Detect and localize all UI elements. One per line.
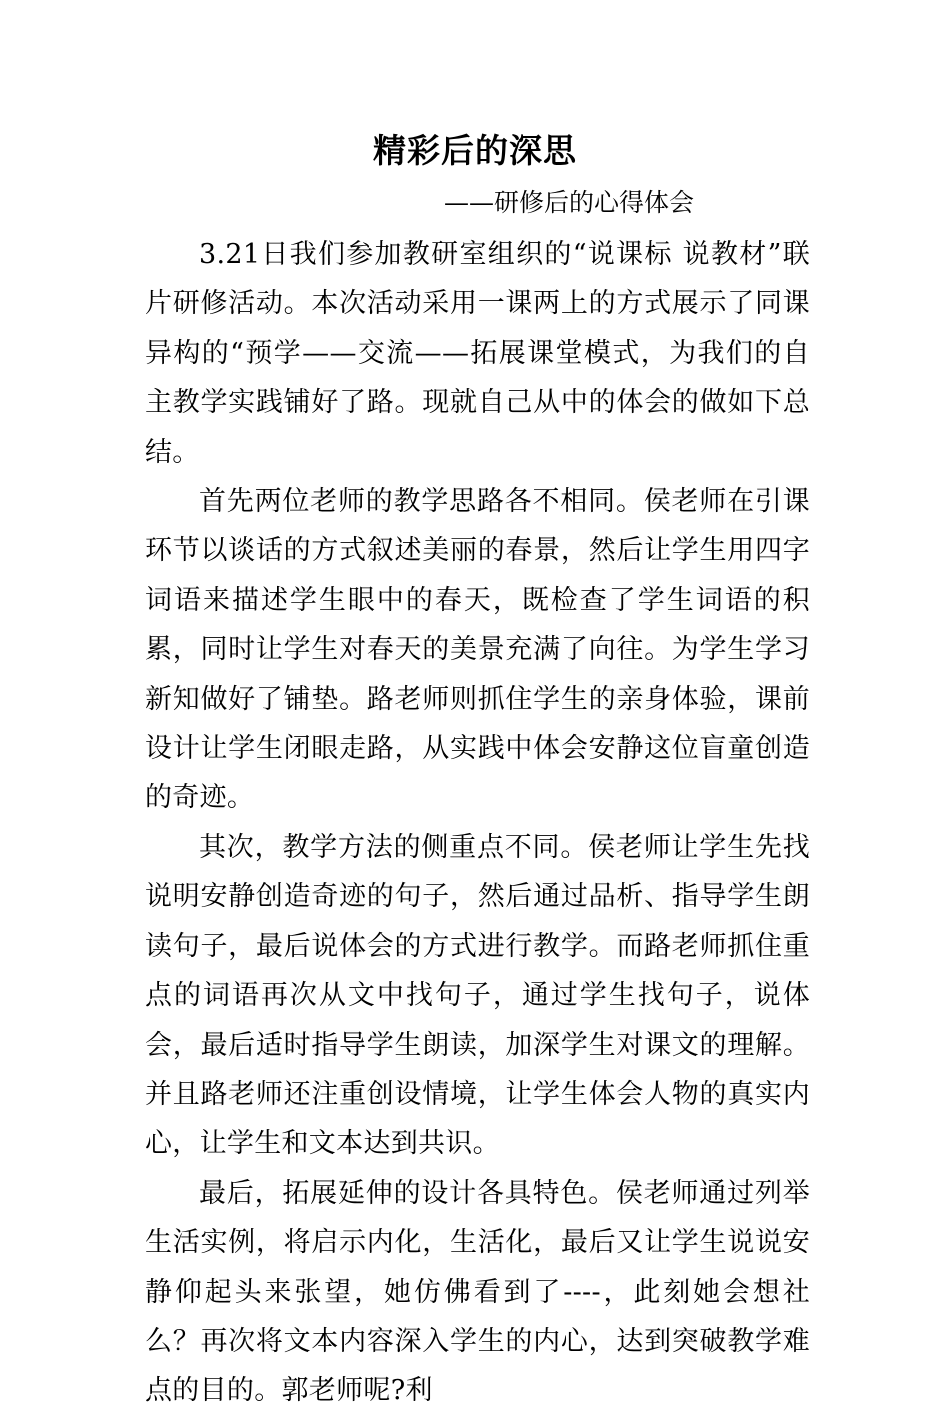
paragraph-intro: 3.21日我们参加教研室组织的“说课标 说教材”联片研修活动。本次活动采用一课两上的方式展示了同课异构的“预学——交流——拓展课堂模式，为我们的自主教学实践铺好了路。现就自己从中的体会的做如下总结。 <box>145 239 810 468</box>
paragraph-second: 其次，教学方法的侧重点不同。侯老师让学生先找说明安静创造奇迹的句子，然后通过品析、指导学生朗读句子，最后说体会的方式进行教学。而路老师抓住重点的词语再次从文中找句子，通过学生找句子，说体会，最后适时指导学生朗读，加深学生对课文的理解。并且路老师还注重创设情境，让学生体会人物的真实内心，让学生和文本达到共识。 <box>145 831 810 1160</box>
paragraph-first: 首先两位老师的教学思路各不相同。侯老师在引课环节以谈话的方式叙述美丽的春景，然后让学生用四字词语来描述学生眼中的春天，既检查了学生词语的积累，同时让学生对春天的美景充满了向往。为学生学习新知做好了铺垫。路老师则抓住学生的亲身体验，课前设计让学生闭眼走路，从实践中体会安静这位盲童创造的奇迹。 <box>145 486 810 814</box>
document-title: 精彩后的深思 <box>373 131 577 170</box>
document-subtitle: ——研修后的心得体会 <box>444 188 695 217</box>
paragraph-last: 最后，拓展延伸的设计各具特色。侯老师通过列举生活实例，将启示内化，生活化，最后又让学生说说安静仰起头来张望，她仿佛看到了----，此刻她会想社么？再次将文本内容深入学生的内心，达到突破教学难点的目的。郭老师呢?利 <box>145 1177 810 1407</box>
document-body <box>145 230 810 1416</box>
